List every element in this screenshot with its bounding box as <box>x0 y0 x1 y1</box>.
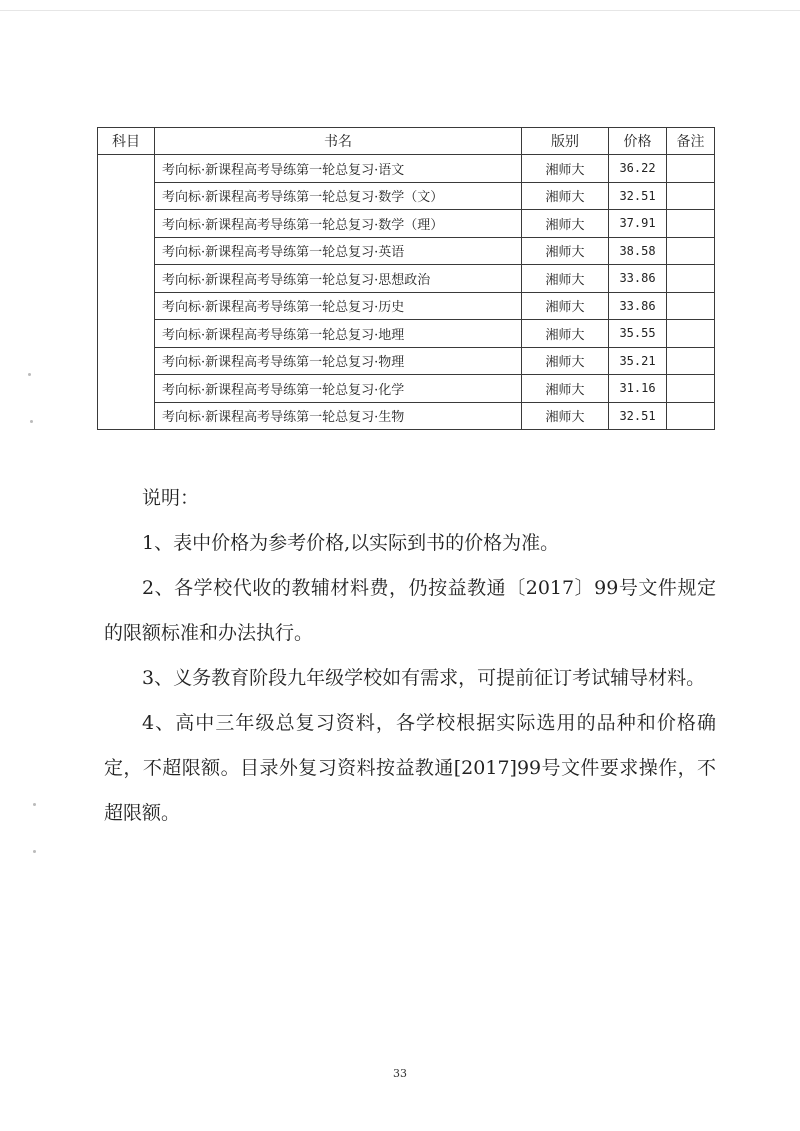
book-price-table <box>97 127 715 430</box>
book-title-cell: 考向标·新课程高考导练第一轮总复习·历史 <box>155 292 522 320</box>
publisher-cell: 湘师大 <box>522 320 609 348</box>
book-title-cell: 考向标·新课程高考导练第一轮总复习·生物 <box>155 402 522 430</box>
price-cell: 33.86 <box>609 265 667 293</box>
price-cell: 32.51 <box>609 402 667 430</box>
book-title-cell: 考向标·新课程高考导练第一轮总复习·英语 <box>155 237 522 265</box>
remark-cell <box>667 292 715 320</box>
remark-cell <box>667 182 715 210</box>
remark-cell <box>667 375 715 403</box>
table-row <box>98 292 715 320</box>
remark-cell <box>667 237 715 265</box>
book-title-cell: 考向标·新课程高考导练第一轮总复习·物理 <box>155 347 522 375</box>
publisher-cell: 湘师大 <box>522 182 609 210</box>
remark-cell <box>667 402 715 430</box>
header-title: 书名 <box>155 128 522 155</box>
scan-speck <box>30 420 33 423</box>
table-body <box>98 155 715 430</box>
price-cell: 33.86 <box>609 292 667 320</box>
table-row <box>98 402 715 430</box>
publisher-cell: 湘师大 <box>522 347 609 375</box>
table-row <box>98 182 715 210</box>
notes-section <box>104 476 716 836</box>
table-row <box>98 155 715 183</box>
book-title-cell: 考向标·新课程高考导练第一轮总复习·化学 <box>155 375 522 403</box>
publisher-cell: 湘师大 <box>522 402 609 430</box>
table-row <box>98 237 715 265</box>
publisher-cell: 湘师大 <box>522 375 609 403</box>
publisher-cell: 湘师大 <box>522 155 609 183</box>
publisher-cell: 湘师大 <box>522 237 609 265</box>
price-cell: 37.91 <box>609 210 667 238</box>
remark-cell <box>667 320 715 348</box>
header-price: 价格 <box>609 128 667 155</box>
book-title-cell: 考向标·新课程高考导练第一轮总复习·数学（文） <box>155 182 522 210</box>
remark-cell <box>667 210 715 238</box>
scan-speck <box>33 803 36 806</box>
price-cell: 32.51 <box>609 182 667 210</box>
book-title-cell: 考向标·新课程高考导练第一轮总复习·语文 <box>155 155 522 183</box>
note-item-4: 4、高中三年级总复习资料，各学校根据实际选用的品种和价格确定，不超限额。目录外复习资料按益教通[2017]99号文件要求操作，不超限额。 <box>104 712 716 824</box>
table-row <box>98 375 715 403</box>
publisher-cell: 湘师大 <box>522 210 609 238</box>
note-item-1: 1、表中价格为参考价格,以实际到书的价格为准。 <box>142 532 560 554</box>
notes-heading: 说明： <box>142 487 200 509</box>
price-cell: 35.21 <box>609 347 667 375</box>
table-header-row <box>98 128 715 155</box>
table-row <box>98 320 715 348</box>
publisher-cell: 湘师大 <box>522 292 609 320</box>
remark-cell <box>667 347 715 375</box>
table-row <box>98 347 715 375</box>
header-publisher: 版别 <box>522 128 609 155</box>
book-title-cell: 考向标·新课程高考导练第一轮总复习·地理 <box>155 320 522 348</box>
table-row <box>98 210 715 238</box>
scan-speck <box>33 850 36 853</box>
header-subject: 科目 <box>98 128 155 155</box>
table-row <box>98 265 715 293</box>
remark-cell <box>667 265 715 293</box>
scan-speck <box>28 373 31 376</box>
header-remarks: 备注 <box>667 128 715 155</box>
publisher-cell: 湘师大 <box>522 265 609 293</box>
page-top-edge <box>0 10 800 11</box>
price-cell: 35.55 <box>609 320 667 348</box>
book-title-cell: 考向标·新课程高考导练第一轮总复习·思想政治 <box>155 265 522 293</box>
price-cell: 36.22 <box>609 155 667 183</box>
page-number: 33 <box>393 1067 407 1080</box>
note-item-2: 2、各学校代收的教辅材料费，仍按益教通〔2017〕99号文件规定的限额标准和办法执行。 <box>104 577 716 644</box>
note-item-3: 3、义务教育阶段九年级学校如有需求，可提前征订考试辅导材料。 <box>142 667 706 689</box>
subject-cell <box>98 155 155 430</box>
price-cell: 31.16 <box>609 375 667 403</box>
book-title-cell: 考向标·新课程高考导练第一轮总复习·数学（理） <box>155 210 522 238</box>
remark-cell <box>667 155 715 183</box>
price-cell: 38.58 <box>609 237 667 265</box>
